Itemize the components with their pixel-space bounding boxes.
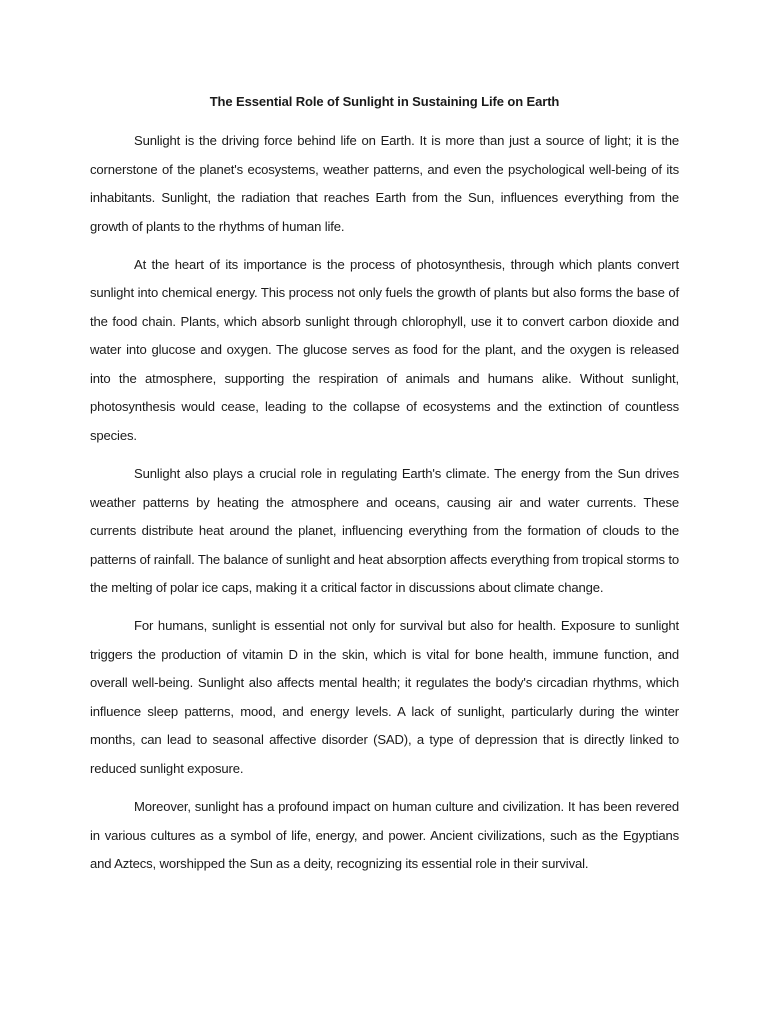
paragraph-health: For humans, sunlight is essential not only for survival but also for health. Exposure to sunlight triggers the production of vitamin D in the skin, which is vital for bone health, immune function, and overall well-being. Sunlight also affects mental health; it regulates the body's circadian rhythms, which influence sleep patterns, mood, and energy levels. A lack of sunlight, particularly during the winter months, can lead to seasonal affective disorder (SAD), a type of depression that is directly linked to reduced sunlight exposure. xyxy=(90,618,679,776)
paragraph-intro: Sunlight is the driving force behind life on Earth. It is more than just a source of light; it is the cornerstone of the planet's ecosystems, weather patterns, and even the psychological well-being of its inhabitants. Sunlight, the radiation that reaches Earth from the Sun, influences everything from the growth of plants to the rhythms of human life. xyxy=(90,133,679,234)
paragraph-culture: Moreover, sunlight has a profound impact on human culture and civilization. It has been revered in various cultures as a symbol of life, energy, and power. Ancient civilizations, such as the Egyptians and Aztecs, worshipped the Sun as a deity, recognizing its essential role in their survival. xyxy=(90,799,679,872)
paragraph-photosynthesis: At the heart of its importance is the process of photosynthesis, through which plants convert sunlight into chemical energy. This process not only fuels the growth of plants but also forms the base of the food chain. Plants, which absorb sunlight through chlorophyll, use it to convert carbon dioxide and water into glucose and oxygen. The glucose serves as food for the plant, and the oxygen is released into the atmosphere, supporting the respiration of animals and humans alike. Without sunlight, photosynthesis would cease, leading to the collapse of ecosystems and the extinction of countless species. xyxy=(90,256,679,443)
paragraph-climate: Sunlight also plays a crucial role in regulating Earth's climate. The energy from the Sun drives weather patterns by heating the atmosphere and oceans, causing air and water currents. These currents distribute heat around the planet, influencing everything from the formation of clouds to the patterns of rainfall. The balance of sunlight and heat absorption affects everything from tropical storms to the melting of polar ice caps, making it a critical factor in discussions about climate change. xyxy=(90,466,679,596)
document-title: The Essential Role of Sunlight in Sustaining Life on Earth xyxy=(209,94,560,109)
document-page xyxy=(90,92,679,888)
